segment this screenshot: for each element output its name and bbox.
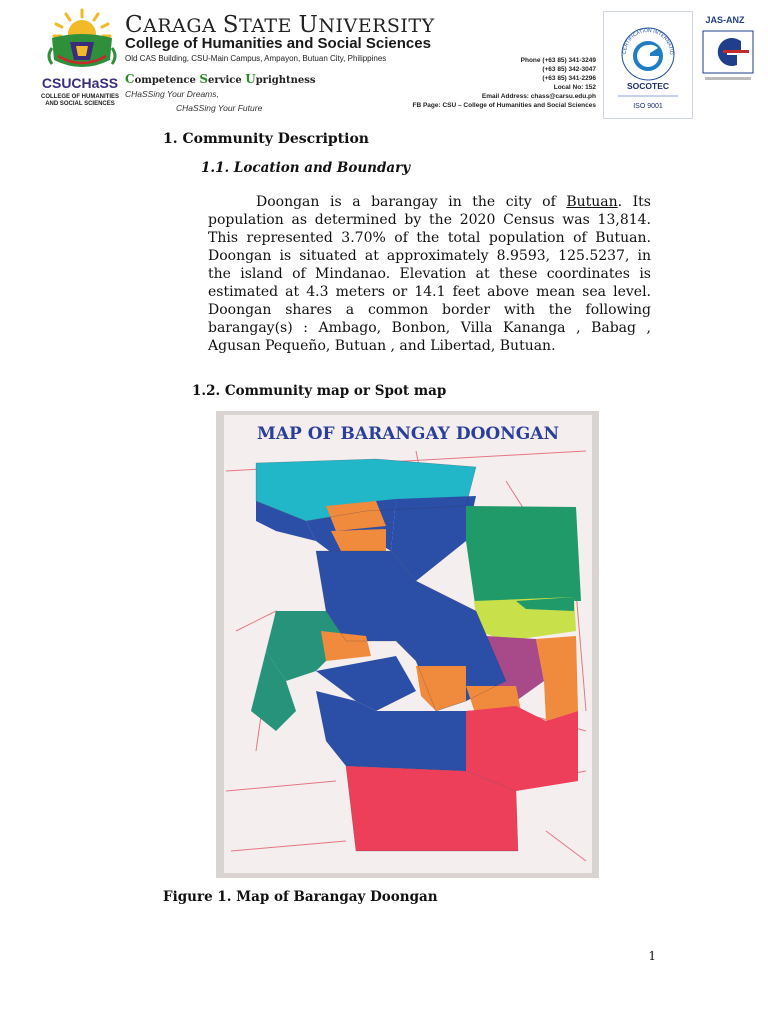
cert-jas-anz-label: JAS-ANZ: [705, 15, 745, 25]
paragraph-text-start: Doongan is a barangay in the city of: [256, 194, 567, 210]
barangay-doongan-map-image: [216, 411, 599, 878]
cert-ring-text: CERTIFICATION INTERNATIO: [621, 27, 675, 55]
section-heading-community-description: 1. Community Description: [163, 131, 369, 147]
university-name: CARAGA STATE UNIVERSITY: [125, 12, 435, 38]
figure-caption: Figure 1. Map of Barangay Doongan: [163, 889, 438, 905]
subsection-heading-community-map: 1.2. Community map or Spot map: [192, 383, 447, 399]
logo-subtitle-1: COLLEGE OF HUMANITIES: [41, 94, 119, 100]
logo-subtitle-2: AND SOCIAL SCIENCES: [45, 101, 115, 107]
contact-phone-1: Phone (+63 85) 341-3249: [520, 57, 596, 64]
logo-wordmark: CSUCHaSS: [41, 75, 119, 91]
cert-socotec-label: SOCOTEC: [626, 81, 670, 91]
socotec-certification-badge: [603, 11, 693, 119]
contact-phone-2: (+63 85) 342-3047: [542, 66, 596, 73]
college-address: Old CAS Building, CSU-Main Campus, Ampayon, Butuan City, Philippines: [125, 54, 387, 63]
tagline-line-1: CHaSSing Your Dreams,: [125, 89, 219, 99]
tagline-line-2: CHaSSing Your Future: [176, 103, 263, 113]
cert-iso-label: ISO 9001: [633, 103, 663, 110]
map-title: MAP OF BARANGAY DOONGAN: [257, 424, 559, 444]
contact-email: Email Address: chass@carsu.edu.ph: [481, 93, 596, 100]
location-paragraph: [208, 193, 651, 355]
csu-chass-logo: [30, 8, 130, 116]
subsection-heading-location-boundary: 1.1. Location and Boundary: [201, 160, 411, 176]
contact-local: Local No: 152: [553, 84, 596, 91]
paragraph-text-rest: . Its population as determined by the 2020 Census was 13,814. This represented 3.70% of the total population of Butuan. Doongan is situated at approximately 8.9593, 125.5237, in the island of Mindanao. Elevation at these coordinates is estimated at 4.3 meters or 14.1 feet above mean sea level. Doongan shares a common border with the following barangay(s) : Ambago, Bonbon, Villa Kananga , Babag , Agusan Pequeño, Butuan , and Libertad, Butuan.: [208, 194, 651, 354]
core-values: Competence Service Uprightness: [125, 72, 316, 86]
college-name: College of Humanities and Social Sciences: [125, 35, 431, 52]
contact-fb-page: FB Page: CSU – College of Humanities and Social Sciences: [412, 102, 596, 109]
page-number: 1: [648, 949, 656, 963]
butuan-link[interactable]: Butuan: [566, 194, 618, 210]
contact-phone-3: (+63 85) 341-2296: [542, 75, 596, 82]
contact-block: [400, 56, 596, 110]
jas-anz-badge: [697, 11, 763, 117]
